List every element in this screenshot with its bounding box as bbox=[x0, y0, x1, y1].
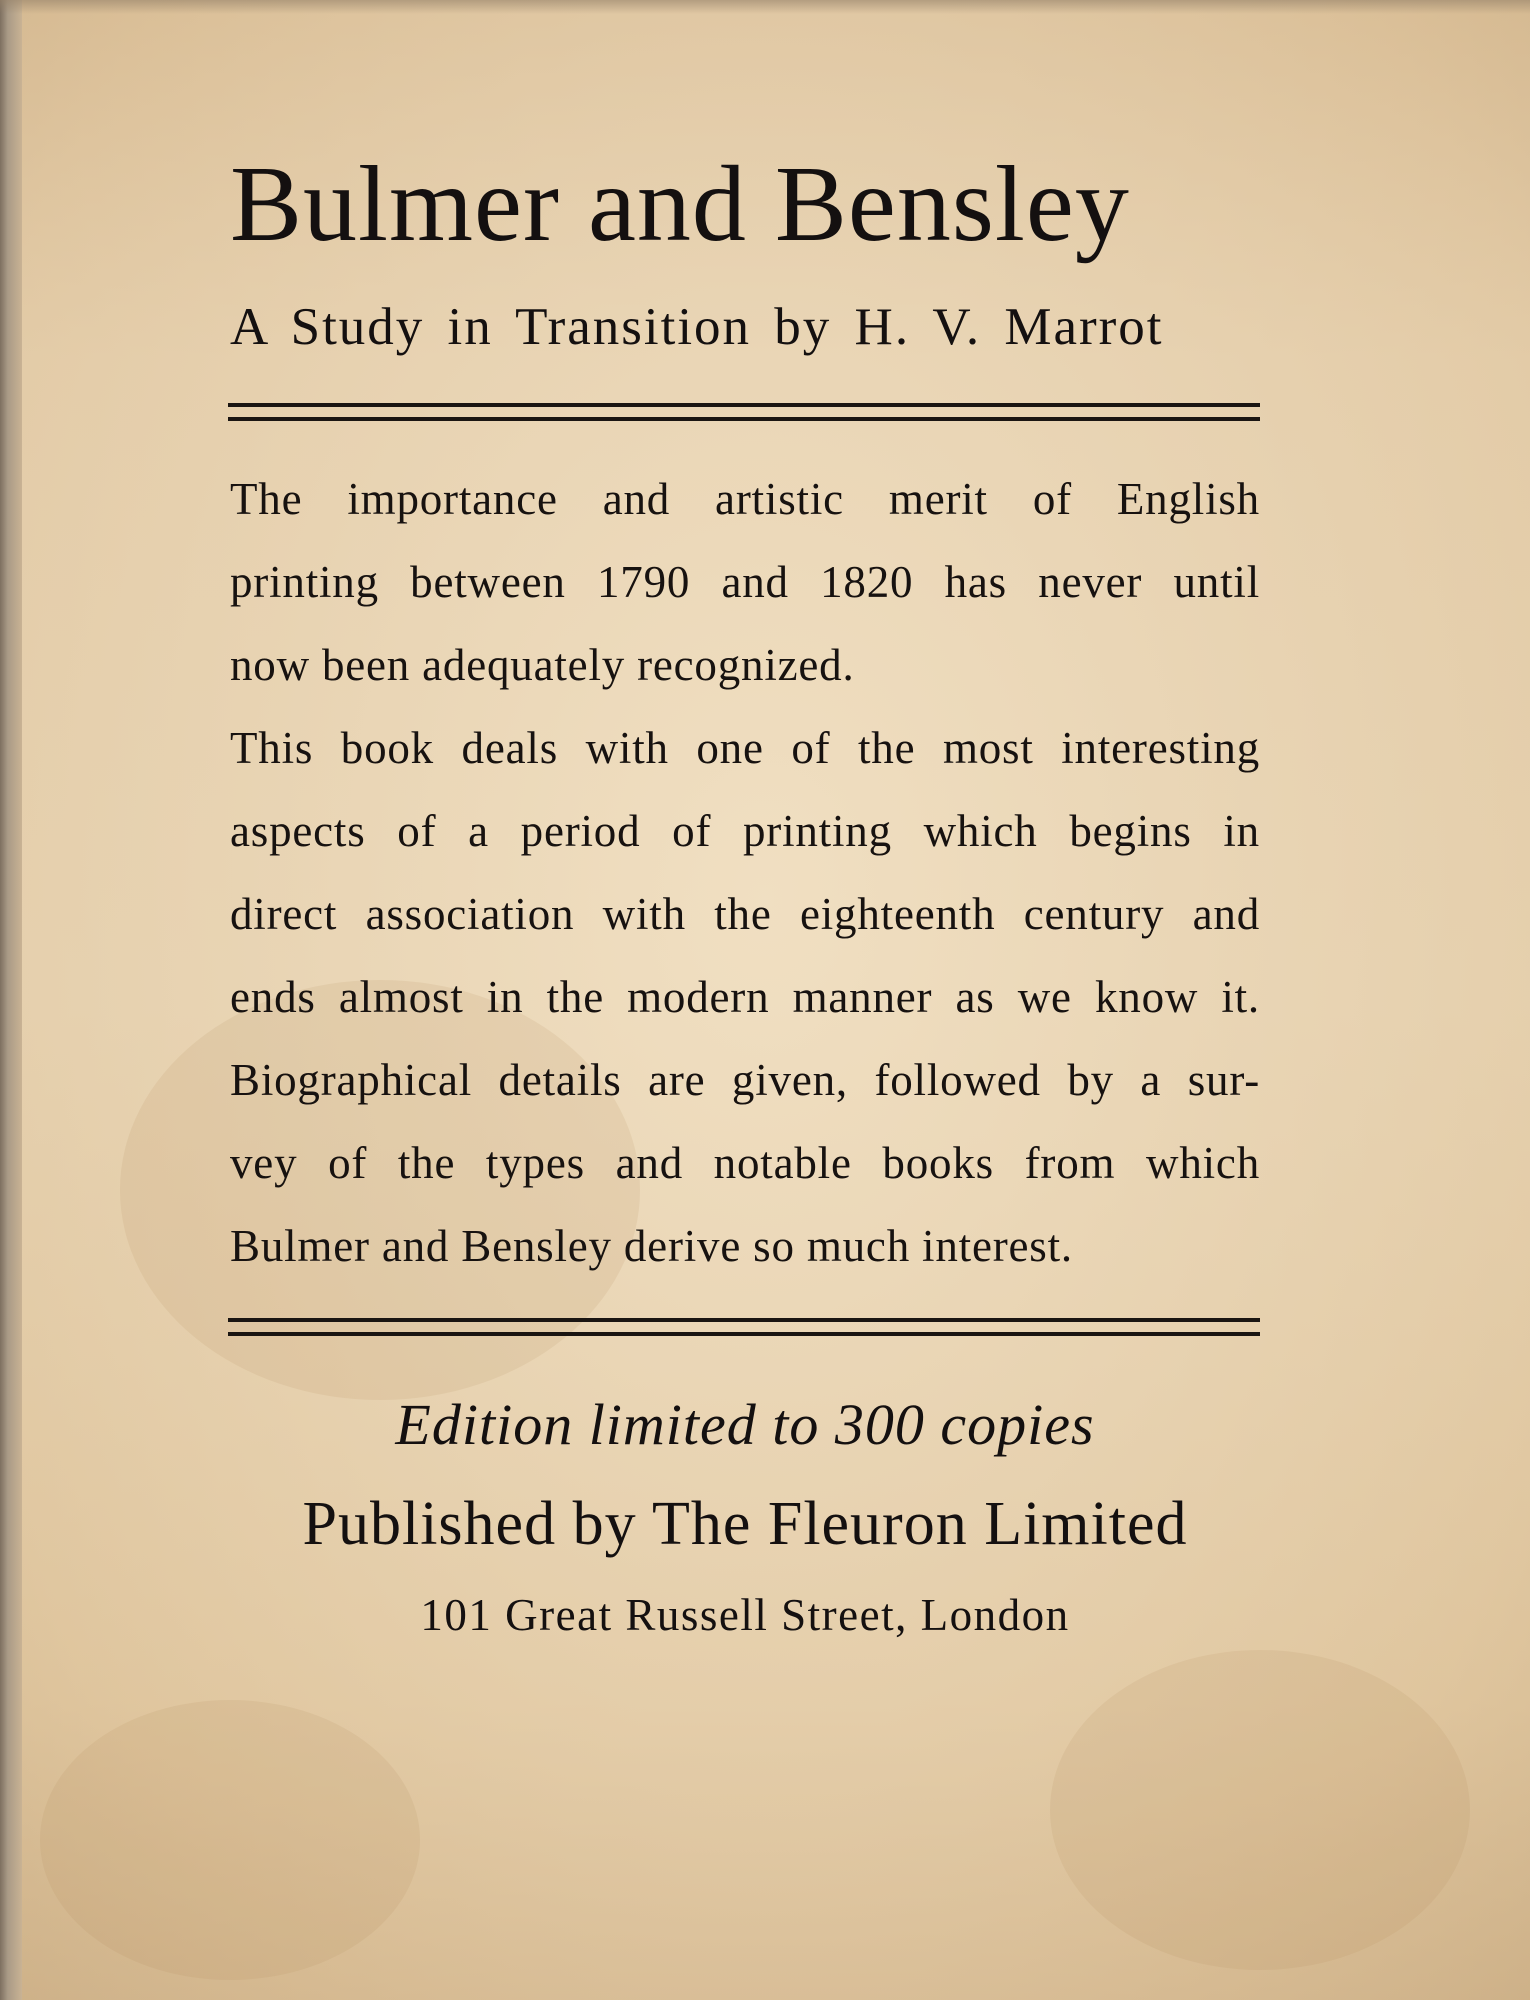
jacket-top-edge bbox=[0, 0, 1530, 14]
jacket-left-edge bbox=[0, 0, 22, 2000]
paper-stain bbox=[40, 1700, 420, 1980]
blurb-line: direct association with the eighteenth century and bbox=[230, 889, 1260, 939]
blurb-line: Biographical details are given, followed by a sur- bbox=[230, 1055, 1260, 1105]
double-rule-bottom bbox=[228, 1318, 1260, 1336]
paper-stain bbox=[1050, 1650, 1470, 1970]
blurb-line: aspects of a period of printing which begins in bbox=[230, 806, 1260, 856]
blurb-line: ends almost in the modern manner as we know it. bbox=[230, 972, 1260, 1022]
blurb-text bbox=[230, 458, 1260, 1288]
blurb-line: vey of the types and notable books from which bbox=[230, 1138, 1260, 1188]
edition-note: Edition limited to 300 copies bbox=[395, 1392, 1095, 1457]
blurb-line: Bulmer and Bensley derive so much interest. bbox=[230, 1221, 1073, 1271]
book-title: Bulmer and Bensley bbox=[230, 145, 1130, 264]
blurb-line: The importance and artistic merit of English bbox=[230, 474, 1260, 524]
publisher-line: Published by The Fleuron Limited bbox=[302, 1490, 1188, 1558]
double-rule-top bbox=[228, 403, 1260, 421]
blurb-line: now been adequately recognized. bbox=[230, 640, 855, 690]
book-subtitle: A Study in Transition by H. V. Marrot bbox=[230, 298, 1164, 356]
publisher-address: 101 Great Russell Street, London bbox=[420, 1590, 1070, 1640]
blurb-line: printing between 1790 and 1820 has never until bbox=[230, 557, 1260, 607]
blurb-line: This book deals with one of the most interesting bbox=[230, 723, 1260, 773]
